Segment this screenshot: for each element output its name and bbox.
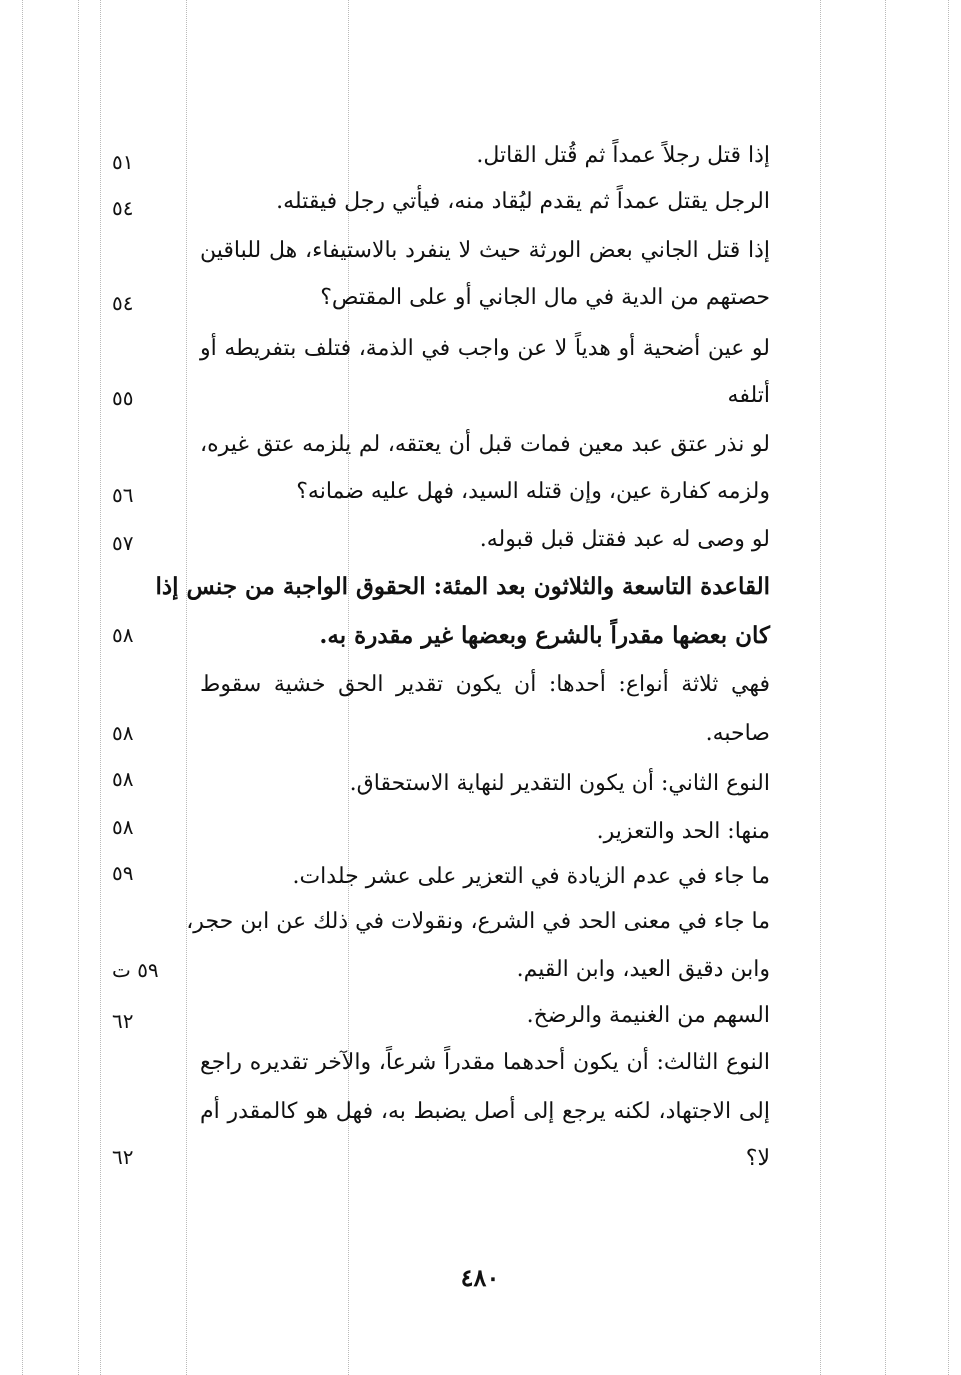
- entry-text-line: لو نذر عتق عبد معين فمات قبل أن يعتقه، لم يلزمه عتق غيره،: [200, 432, 770, 457]
- entry-text-line: ما جاء في معنى الحد في الشرع، ونقولات في ذلك عن ابن حجر،: [186, 909, 770, 934]
- entry-text-line: السهم من الغنيمة والرضخ.: [526, 1003, 770, 1028]
- page-folio: ٤٨٠: [460, 1263, 500, 1292]
- scan-guide-line: [820, 0, 821, 1375]
- entry-text-line: الرجل يقتل عمداً ثم يقدم ليُقاد منه، فيأتي رجل فيقتله.: [276, 189, 770, 214]
- entry-text-line: ولزمه كفارة عين، وإن قتله السيد، فهل عليه ضمانه؟: [296, 479, 770, 504]
- entry-text-line: وابن دقيق العيد، وابن القيم.: [516, 957, 770, 982]
- rule-heading-line: القاعدة التاسعة والثلاثون بعد المئة: الحقوق الواجبة من جنس إذا: [155, 573, 770, 600]
- page-number: ٥٩ ت: [112, 958, 159, 982]
- scan-guide-line: [22, 0, 23, 1375]
- page-number: ٥٨: [112, 721, 134, 745]
- page-number: ٦٢: [112, 1145, 134, 1169]
- scan-guide-line: [885, 0, 886, 1375]
- page-number: ٥٤: [112, 196, 134, 220]
- page-number: ٥٨: [112, 623, 134, 647]
- entry-text-line: حصتهم من الدية في مال الجاني أو على المقتص؟: [320, 285, 770, 310]
- entry-text-line: لا؟: [745, 1146, 770, 1171]
- page-number: ٥٧: [112, 531, 134, 555]
- entry-text-line: إذا قتل الجاني بعض الورثة حيث لا ينفرد بالاستيفاء، هل للباقين: [200, 238, 770, 263]
- scan-guide-line: [186, 0, 187, 1375]
- scan-guide-line: [948, 0, 949, 1375]
- page-number: ٥٩: [112, 861, 134, 885]
- entry-text-line: صاحبه.: [705, 721, 770, 746]
- entry-text-line: لو وصى له عبد فقتل قبل قبوله.: [479, 527, 770, 552]
- entry-text-line: النوع الثاني: أن يكون التقدير لنهاية الاستحقاق.: [349, 771, 770, 796]
- entry-text-line: أتلفه: [727, 383, 770, 408]
- entry-text-line: إذا قتل رجلاً عمداً ثم قُتل القاتل.: [476, 143, 770, 168]
- scan-guide-line: [78, 0, 79, 1375]
- entry-text-line: منها: الحد والتعزير.: [596, 819, 770, 844]
- page-number: ٥٦: [112, 483, 134, 507]
- rule-heading-line: كان بعضها مقدراً بالشرع وبعضها غير مقدرة به.: [319, 622, 770, 649]
- entry-text-line: ما جاء في عدم الزيادة في التعزير على عشر جلدات.: [292, 864, 770, 889]
- entry-text-line: فهي ثلاثة أنواع: أحدها: أن يكون تقدير الحق خشية سقوط: [200, 672, 770, 697]
- page-number: ٥٨: [112, 815, 134, 839]
- page-number: ٥٥: [112, 386, 134, 410]
- entry-text-line: لو عين أضحية أو هدياً لا عن واجب في الذمة، فتلف بتفريطه أو: [200, 336, 770, 361]
- entry-text-line: النوع الثالث: أن يكون أحدهما مقدراً شرعاً، والآخر تقديره راجع: [200, 1050, 770, 1075]
- page-number: ٥١: [112, 150, 134, 174]
- page-number: ٥٨: [112, 767, 134, 791]
- scan-guide-line: [100, 0, 101, 1375]
- page-number: ٥٤: [112, 291, 134, 315]
- entry-text-line: إلى الاجتهاد، لكنه يرجع إلى أصل يضبط به، فهل هو كالمقدر أم: [200, 1099, 770, 1124]
- page-number: ٦٢: [112, 1009, 134, 1033]
